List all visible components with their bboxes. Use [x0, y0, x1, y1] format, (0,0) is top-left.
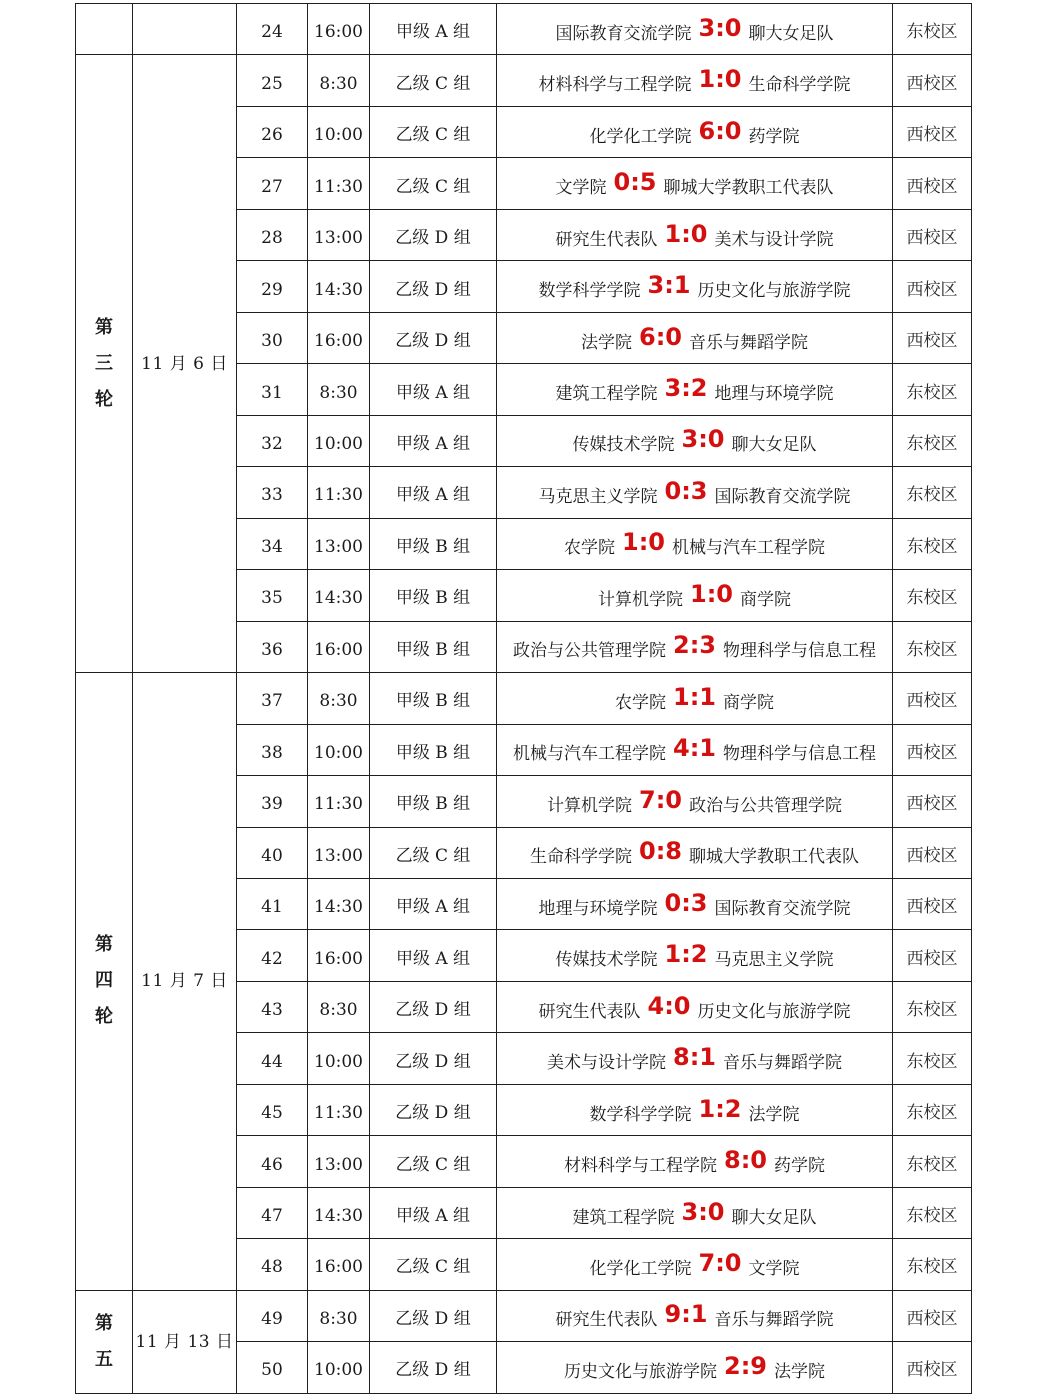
match-time: 14:30	[308, 878, 370, 929]
match-time: 8:30	[308, 981, 370, 1032]
match-row	[76, 1290, 972, 1341]
match-number: 40	[237, 827, 308, 878]
match-result	[497, 878, 893, 929]
match-group: 甲级 A 组	[370, 930, 497, 981]
match-campus: 西校区	[893, 312, 972, 363]
match-time: 8:30	[308, 364, 370, 415]
match-group: 乙级 D 组	[370, 981, 497, 1032]
match-group: 甲级 B 组	[370, 621, 497, 672]
match-home-team: 国际教育交流学院	[555, 23, 692, 44]
match-number: 29	[237, 261, 308, 312]
match-home-team: 历史文化与旅游学院	[564, 1361, 717, 1382]
match-away-team: 商学院	[723, 692, 774, 713]
match-result	[497, 1239, 893, 1290]
match-away-team: 音乐与舞蹈学院	[689, 332, 808, 353]
match-group: 甲级 A 组	[370, 4, 497, 55]
match-home-team: 农学院	[564, 538, 615, 559]
match-home-team: 传媒技术学院	[555, 950, 658, 971]
match-away-team: 历史文化与旅游学院	[697, 281, 851, 302]
round-label: 第三轮	[95, 316, 113, 410]
match-number: 33	[237, 467, 308, 518]
round-label: 第五	[95, 1312, 113, 1370]
match-campus: 东校区	[893, 1187, 972, 1238]
match-result	[497, 1033, 893, 1084]
match-campus: 西校区	[893, 1290, 972, 1341]
match-result	[497, 930, 893, 981]
match-score: 4:1	[673, 734, 716, 763]
match-group: 乙级 D 组	[370, 1290, 497, 1341]
match-score: 6:0	[698, 116, 742, 145]
match-score: 0:3	[664, 476, 708, 505]
match-time: 16:00	[308, 1239, 370, 1290]
match-campus: 东校区	[893, 981, 972, 1032]
match-score: 3:0	[698, 13, 742, 42]
match-result	[497, 467, 893, 518]
round-cell	[76, 1290, 133, 1393]
match-group: 乙级 D 组	[370, 1342, 497, 1393]
match-campus: 东校区	[893, 621, 972, 672]
match-time: 10:00	[308, 415, 370, 466]
match-score: 9:1	[664, 1300, 708, 1329]
match-result	[497, 364, 893, 415]
match-time: 10:00	[308, 1342, 370, 1393]
match-home-team: 计算机学院	[547, 795, 632, 816]
match-number: 47	[237, 1187, 308, 1238]
round-cell	[76, 673, 133, 1291]
match-time: 13:00	[308, 209, 370, 260]
match-result	[497, 724, 893, 775]
match-number: 46	[237, 1136, 308, 1187]
match-number: 32	[237, 415, 308, 466]
match-away-team: 聊城大学教职工代表队	[689, 847, 859, 868]
match-score: 7:0	[639, 785, 682, 814]
match-away-team: 聊大女足队	[731, 1207, 817, 1228]
match-away-team: 法学院	[774, 1361, 825, 1382]
match-time: 16:00	[308, 621, 370, 672]
match-group: 甲级 A 组	[370, 415, 497, 466]
match-away-team: 物理科学与信息工程	[723, 744, 876, 765]
match-away-team: 聊大女足队	[731, 435, 817, 456]
match-score: 0:8	[639, 837, 682, 866]
match-campus: 东校区	[893, 467, 972, 518]
match-score: 1:1	[673, 682, 716, 711]
match-score: 3:2	[664, 374, 708, 403]
match-result	[497, 776, 893, 827]
match-time: 13:00	[308, 827, 370, 878]
match-result	[497, 1342, 893, 1393]
match-home-team: 生命科学学院	[530, 847, 632, 868]
match-campus: 东校区	[893, 1136, 972, 1187]
match-away-team: 美术与设计学院	[714, 229, 834, 250]
match-result	[497, 1187, 893, 1238]
match-campus: 东校区	[893, 415, 972, 466]
match-campus: 西校区	[893, 673, 972, 724]
match-number: 44	[237, 1033, 308, 1084]
match-campus: 东校区	[893, 570, 972, 621]
match-date: 11 月 6 日	[133, 55, 237, 673]
match-away-team: 地理与环境学院	[714, 384, 834, 405]
match-campus: 西校区	[893, 106, 972, 157]
match-away-team: 音乐与舞蹈学院	[714, 1310, 834, 1331]
match-group: 乙级 D 组	[370, 261, 497, 312]
match-group: 乙级 C 组	[370, 827, 497, 878]
match-time: 11:30	[308, 776, 370, 827]
match-home-team: 美术与设计学院	[547, 1053, 666, 1074]
match-score: 3:1	[647, 271, 691, 300]
match-campus: 西校区	[893, 930, 972, 981]
match-away-team: 药学院	[748, 126, 800, 147]
match-result	[497, 1084, 893, 1135]
match-score: 1:2	[664, 940, 708, 969]
match-number: 42	[237, 930, 308, 981]
match-result	[497, 981, 893, 1032]
match-time: 16:00	[308, 312, 370, 363]
match-row	[76, 673, 972, 724]
match-number: 49	[237, 1290, 308, 1341]
match-away-team: 商学院	[740, 589, 791, 610]
match-group: 甲级 A 组	[370, 878, 497, 929]
match-campus: 东校区	[893, 4, 972, 55]
match-home-team: 研究生代表队	[538, 1001, 641, 1022]
match-result	[497, 4, 893, 55]
match-schedule-table	[75, 3, 972, 1394]
match-campus: 东校区	[893, 1033, 972, 1084]
match-campus: 东校区	[893, 1084, 972, 1135]
match-away-team: 药学院	[774, 1156, 825, 1177]
match-score: 1:0	[622, 528, 665, 557]
match-group: 乙级 C 组	[370, 1239, 497, 1290]
match-date	[133, 4, 237, 55]
match-date: 11 月 7 日	[133, 673, 237, 1291]
match-campus: 西校区	[893, 724, 972, 775]
match-group: 甲级 B 组	[370, 776, 497, 827]
match-group: 甲级 B 组	[370, 570, 497, 621]
match-group: 甲级 A 组	[370, 364, 497, 415]
match-result	[497, 827, 893, 878]
match-score: 8:1	[673, 1043, 716, 1072]
match-score: 6:0	[639, 322, 682, 351]
schedule-body	[76, 4, 972, 1394]
match-time: 10:00	[308, 724, 370, 775]
match-group: 乙级 D 组	[370, 1033, 497, 1084]
match-number: 30	[237, 312, 308, 363]
match-score: 4:0	[647, 991, 691, 1020]
match-number: 37	[237, 673, 308, 724]
match-home-team: 马克思主义学院	[538, 486, 658, 507]
match-campus: 东校区	[893, 1239, 972, 1290]
match-time: 11:30	[308, 1084, 370, 1135]
match-group: 甲级 A 组	[370, 1187, 497, 1238]
match-away-team: 音乐与舞蹈学院	[723, 1053, 842, 1074]
match-time: 8:30	[308, 1290, 370, 1341]
match-score: 1:0	[664, 219, 708, 248]
match-away-team: 物理科学与信息工程	[723, 641, 876, 662]
match-group: 乙级 D 组	[370, 1084, 497, 1135]
match-group: 甲级 B 组	[370, 724, 497, 775]
match-number: 24	[237, 4, 308, 55]
match-group: 乙级 D 组	[370, 312, 497, 363]
match-time: 16:00	[308, 4, 370, 55]
match-result	[497, 261, 893, 312]
round-label: 第四轮	[95, 934, 113, 1028]
match-score: 3:0	[681, 425, 725, 454]
match-away-team: 国际教育交流学院	[714, 486, 851, 507]
match-score: 7:0	[698, 1248, 742, 1277]
match-result	[497, 106, 893, 157]
match-score: 1:0	[698, 65, 742, 94]
match-campus: 西校区	[893, 261, 972, 312]
match-home-team: 机械与汽车工程学院	[513, 744, 666, 765]
match-number: 38	[237, 724, 308, 775]
match-number: 48	[237, 1239, 308, 1290]
match-score: 8:0	[724, 1146, 767, 1175]
match-home-team: 建筑工程学院	[555, 384, 658, 405]
match-home-team: 化学化工学院	[589, 126, 692, 147]
match-time: 14:30	[308, 1187, 370, 1238]
match-result	[497, 621, 893, 672]
match-campus: 西校区	[893, 776, 972, 827]
match-home-team: 研究生代表队	[555, 1310, 658, 1331]
match-away-team: 文学院	[748, 1258, 800, 1279]
match-away-team: 马克思主义学院	[714, 950, 834, 971]
match-campus: 西校区	[893, 1342, 972, 1393]
match-result	[497, 312, 893, 363]
match-group: 甲级 A 组	[370, 467, 497, 518]
match-campus: 东校区	[893, 518, 972, 569]
match-result	[497, 518, 893, 569]
match-home-team: 材料科学与工程学院	[538, 75, 692, 96]
match-home-team: 研究生代表队	[555, 229, 658, 250]
match-group: 乙级 C 组	[370, 55, 497, 106]
match-time: 10:00	[308, 106, 370, 157]
match-number: 43	[237, 981, 308, 1032]
match-home-team: 数学科学学院	[538, 281, 641, 302]
match-number: 50	[237, 1342, 308, 1393]
round-cell	[76, 55, 133, 673]
match-home-team: 建筑工程学院	[572, 1207, 675, 1228]
match-group: 乙级 C 组	[370, 106, 497, 157]
match-home-team: 材料科学与工程学院	[564, 1156, 717, 1177]
match-group: 乙级 D 组	[370, 209, 497, 260]
match-score: 1:2	[698, 1094, 742, 1123]
match-time: 11:30	[308, 467, 370, 518]
match-home-team: 地理与环境学院	[538, 898, 658, 919]
match-campus: 西校区	[893, 209, 972, 260]
match-result	[497, 1136, 893, 1187]
match-home-team: 计算机学院	[598, 589, 683, 610]
match-home-team: 文学院	[555, 178, 607, 199]
match-away-team: 政治与公共管理学院	[689, 795, 842, 816]
match-result	[497, 158, 893, 209]
match-time: 13:00	[308, 1136, 370, 1187]
match-number: 25	[237, 55, 308, 106]
match-away-team: 法学院	[748, 1104, 800, 1125]
match-home-team: 法学院	[581, 332, 632, 353]
match-campus: 西校区	[893, 827, 972, 878]
match-result	[497, 570, 893, 621]
match-number: 28	[237, 209, 308, 260]
match-group: 乙级 C 组	[370, 158, 497, 209]
match-away-team: 国际教育交流学院	[714, 898, 851, 919]
match-number: 31	[237, 364, 308, 415]
match-time: 8:30	[308, 673, 370, 724]
match-result	[497, 415, 893, 466]
match-row	[76, 55, 972, 106]
match-group: 甲级 B 组	[370, 673, 497, 724]
match-score: 2:9	[724, 1351, 767, 1380]
match-home-team: 农学院	[615, 692, 666, 713]
match-number: 35	[237, 570, 308, 621]
match-away-team: 聊城大学教职工代表队	[663, 178, 834, 199]
match-time: 16:00	[308, 930, 370, 981]
match-number: 45	[237, 1084, 308, 1135]
match-score: 3:0	[681, 1197, 725, 1226]
match-away-team: 历史文化与旅游学院	[697, 1001, 851, 1022]
match-result	[497, 673, 893, 724]
match-number: 34	[237, 518, 308, 569]
match-number: 41	[237, 878, 308, 929]
match-campus: 西校区	[893, 55, 972, 106]
match-campus: 东校区	[893, 364, 972, 415]
match-away-team: 生命科学学院	[748, 75, 851, 96]
match-home-team: 传媒技术学院	[572, 435, 675, 456]
match-score: 0:5	[613, 168, 657, 197]
match-home-team: 数学科学学院	[589, 1104, 692, 1125]
match-score: 2:3	[673, 631, 716, 660]
match-campus: 西校区	[893, 878, 972, 929]
match-away-team: 聊大女足队	[748, 23, 834, 44]
match-date: 11 月 13 日	[133, 1290, 237, 1393]
match-result	[497, 1290, 893, 1341]
match-away-team: 机械与汽车工程学院	[672, 538, 825, 559]
match-group: 甲级 B 组	[370, 518, 497, 569]
match-row	[76, 4, 972, 55]
match-score: 0:3	[664, 888, 708, 917]
match-result	[497, 55, 893, 106]
match-group: 乙级 C 组	[370, 1136, 497, 1187]
match-score: 1:0	[690, 579, 733, 608]
match-time: 10:00	[308, 1033, 370, 1084]
round-cell	[76, 4, 133, 55]
match-time: 14:30	[308, 261, 370, 312]
match-time: 11:30	[308, 158, 370, 209]
match-home-team: 政治与公共管理学院	[513, 641, 666, 662]
match-number: 26	[237, 106, 308, 157]
match-time: 14:30	[308, 570, 370, 621]
match-number: 27	[237, 158, 308, 209]
match-time: 13:00	[308, 518, 370, 569]
match-number: 36	[237, 621, 308, 672]
match-campus: 西校区	[893, 158, 972, 209]
match-time: 8:30	[308, 55, 370, 106]
match-result	[497, 209, 893, 260]
match-home-team: 化学化工学院	[589, 1258, 692, 1279]
match-number: 39	[237, 776, 308, 827]
